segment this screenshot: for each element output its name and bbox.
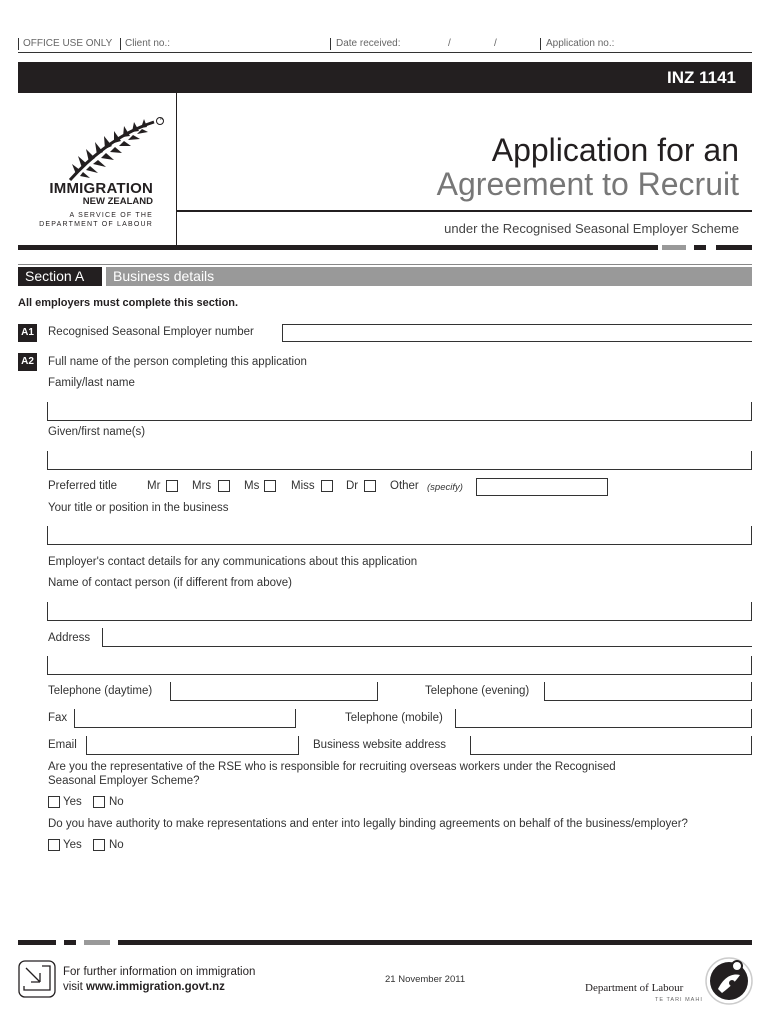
section-label: Section A bbox=[25, 268, 85, 284]
authority-no-label: No bbox=[109, 839, 124, 851]
section-rule bbox=[18, 264, 752, 265]
fax-label: Fax bbox=[48, 712, 68, 724]
contact-person-label: Name of contact person (if different from above) bbox=[48, 577, 292, 589]
fax-field[interactable] bbox=[74, 709, 296, 728]
header-bottom-rule bbox=[18, 245, 658, 250]
immigration-website-link[interactable]: www.immigration.govt.nz bbox=[86, 981, 225, 993]
footer-date: 21 November 2011 bbox=[385, 974, 466, 985]
footer-rule-block bbox=[64, 940, 76, 945]
fern-icon bbox=[26, 112, 168, 184]
tel-mobile-label: Telephone (mobile) bbox=[345, 712, 443, 724]
client-no-label: Client no.: bbox=[125, 38, 171, 49]
divider bbox=[120, 38, 121, 50]
position-label: Your title or position in the business bbox=[48, 502, 229, 514]
title-ms-label: Ms bbox=[244, 480, 260, 492]
section-title-box bbox=[106, 267, 752, 286]
logo-line4: DEPARTMENT OF LABOUR bbox=[39, 221, 153, 228]
authority-yes-label: Yes bbox=[63, 839, 82, 851]
footer-info-line1: For further information on immigration bbox=[63, 966, 256, 978]
a2-label: Full name of the person completing this application bbox=[48, 356, 307, 368]
title-mrs-label: Mrs bbox=[192, 480, 212, 492]
immigration-logo bbox=[26, 112, 168, 232]
header-rule-block bbox=[716, 245, 752, 250]
logo-line1: IMMIGRATION bbox=[49, 180, 153, 197]
department-maori-name: TE TARI MAHI bbox=[655, 997, 703, 1003]
title-dr-label: Dr bbox=[346, 480, 359, 492]
title-ms-checkbox[interactable] bbox=[264, 480, 276, 492]
representative-question-line2: Seasonal Employer Scheme? bbox=[48, 775, 200, 787]
footer-rule bbox=[118, 940, 752, 945]
representative-question-line1: Are you the representative of the RSE who is responsible for recruiting overseas workers under the Recognised bbox=[48, 761, 616, 773]
representative-no-checkbox[interactable] bbox=[93, 796, 105, 808]
form-code: INZ 1141 bbox=[667, 68, 736, 87]
website-label: Business website address bbox=[313, 739, 446, 751]
footer-info-line2 bbox=[63, 981, 225, 993]
title-specify-label: (specify) bbox=[427, 482, 463, 493]
title-mr-label: Mr bbox=[147, 480, 161, 492]
page-subtitle: under the Recognised Seasonal Employer Scheme bbox=[444, 221, 739, 236]
application-no-label: Application no.: bbox=[546, 38, 615, 49]
divider bbox=[540, 38, 541, 50]
tel-daytime-label: Telephone (daytime) bbox=[48, 685, 153, 697]
office-use-strip bbox=[18, 36, 752, 53]
logo-divider bbox=[176, 93, 177, 245]
logo-line3: A SERVICE OF THE bbox=[69, 212, 153, 219]
section-instruction: All employers must complete this section. bbox=[18, 297, 239, 309]
date-slash: / bbox=[448, 38, 451, 49]
title-mr-checkbox[interactable] bbox=[166, 480, 178, 492]
title-rule bbox=[176, 210, 752, 212]
website-field[interactable] bbox=[470, 736, 752, 755]
date-slash: / bbox=[494, 38, 497, 49]
date-received-label: Date received: bbox=[336, 38, 401, 49]
header-rule-block bbox=[694, 245, 706, 250]
title-dr-checkbox[interactable] bbox=[364, 480, 376, 492]
contact-heading: Employer's contact details for any communications about this application bbox=[48, 556, 418, 568]
title-other-field[interactable] bbox=[476, 478, 608, 496]
tel-evening-label: Telephone (evening) bbox=[425, 685, 530, 697]
position-field[interactable] bbox=[47, 526, 752, 545]
page-title-line2: Agreement to Recruit bbox=[436, 166, 739, 202]
address-field-line1[interactable] bbox=[102, 628, 752, 647]
preferred-title-label: Preferred title bbox=[48, 480, 118, 492]
rse-number-field[interactable] bbox=[282, 324, 752, 342]
email-field[interactable] bbox=[86, 736, 299, 755]
authority-question: Do you have authority to make representations and enter into legally binding agreements on behalf of the business/employer? bbox=[48, 818, 688, 830]
address-label: Address bbox=[48, 632, 91, 644]
office-use-label: OFFICE USE ONLY bbox=[23, 38, 113, 49]
registered-mark: R bbox=[160, 116, 163, 121]
contact-person-field[interactable] bbox=[47, 602, 752, 621]
footer-visit-text: visit bbox=[63, 981, 86, 993]
tel-evening-field[interactable] bbox=[544, 682, 752, 701]
representative-no-label: No bbox=[109, 796, 124, 808]
arrow-icon bbox=[18, 960, 56, 998]
form-code-bar bbox=[18, 62, 752, 93]
email-label: Email bbox=[48, 739, 77, 751]
representative-yes-label: Yes bbox=[63, 796, 82, 808]
section-label-box bbox=[18, 267, 102, 286]
authority-yes-checkbox[interactable] bbox=[48, 839, 60, 851]
authority-no-checkbox[interactable] bbox=[93, 839, 105, 851]
question-number-a2: A2 bbox=[18, 353, 37, 371]
department-of-labour-logo-icon bbox=[704, 955, 754, 1005]
tel-daytime-field[interactable] bbox=[170, 682, 378, 701]
divider bbox=[18, 38, 19, 50]
title-miss-label: Miss bbox=[291, 480, 315, 492]
question-number-a1: A1 bbox=[18, 324, 37, 342]
family-name-label: Family/last name bbox=[48, 377, 135, 389]
divider bbox=[330, 38, 331, 50]
footer-rule-block-grey bbox=[84, 940, 110, 945]
page-title-line1: Application for an bbox=[491, 132, 739, 168]
logo-line2: NEW ZEALAND bbox=[82, 196, 153, 207]
section-title: Business details bbox=[113, 268, 215, 284]
tel-mobile-field[interactable] bbox=[455, 709, 752, 728]
title-mrs-checkbox[interactable] bbox=[218, 480, 230, 492]
family-name-field[interactable] bbox=[47, 402, 752, 421]
given-name-field[interactable] bbox=[47, 451, 752, 470]
title-other-label: Other bbox=[390, 480, 419, 492]
address-field-line2[interactable] bbox=[47, 656, 752, 675]
department-of-labour-name: Department of Labour bbox=[585, 982, 684, 994]
representative-yes-checkbox[interactable] bbox=[48, 796, 60, 808]
a1-label: Recognised Seasonal Employer number bbox=[48, 326, 254, 338]
title-miss-checkbox[interactable] bbox=[321, 480, 333, 492]
footer-rule-block bbox=[18, 940, 56, 945]
given-name-label: Given/first name(s) bbox=[48, 426, 146, 438]
header-rule-block-grey bbox=[662, 245, 686, 250]
